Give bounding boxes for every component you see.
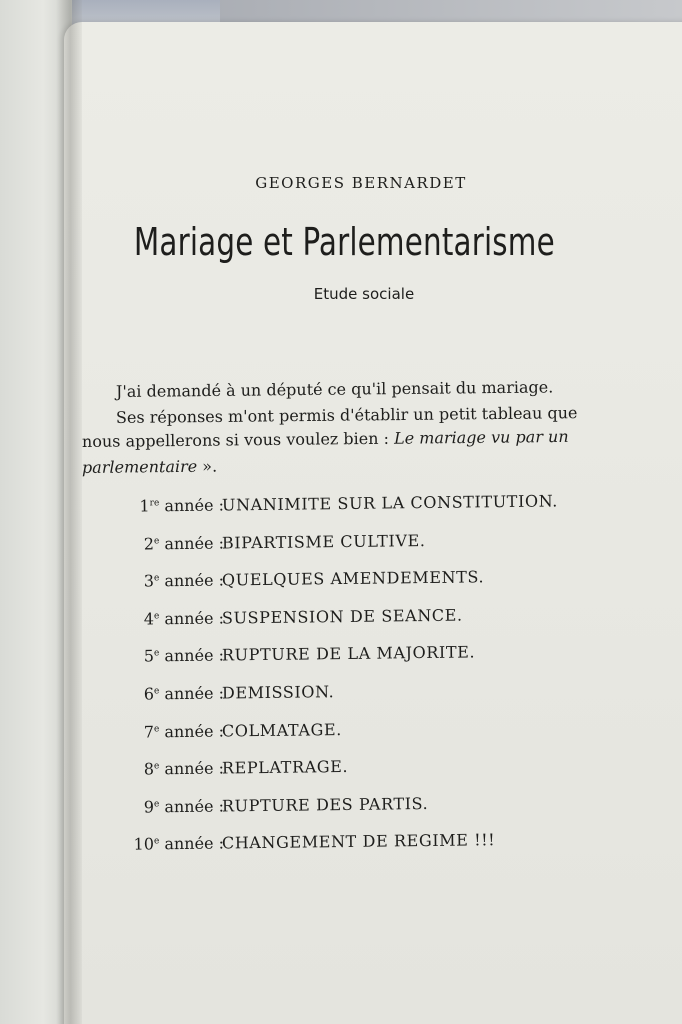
year-number: 1 bbox=[139, 496, 150, 516]
year-label bbox=[144, 608, 224, 628]
year-number: 9 bbox=[143, 797, 155, 817]
year-number: 4 bbox=[143, 609, 155, 629]
year-label bbox=[144, 571, 224, 591]
year-suffix: e bbox=[153, 836, 160, 847]
year-suffix: e bbox=[153, 799, 160, 810]
year-label bbox=[144, 533, 224, 553]
year-number: 6 bbox=[143, 684, 155, 704]
spine-shadow bbox=[56, 0, 82, 1024]
year-suffix: e bbox=[153, 761, 160, 772]
year-suffix: re bbox=[149, 498, 160, 509]
year-word: année : bbox=[159, 570, 225, 591]
year-number: 10 bbox=[133, 834, 155, 854]
year-value: SUSPENSION DE SEANCE. bbox=[221, 605, 463, 628]
year-label bbox=[144, 759, 224, 779]
year-number: 2 bbox=[143, 533, 155, 554]
year-word: année : bbox=[159, 608, 225, 629]
year-label bbox=[144, 796, 224, 816]
year-word: année : bbox=[159, 645, 225, 666]
year-value: CHANGEMENT DE REGIME !!! bbox=[221, 830, 496, 853]
book-page bbox=[64, 22, 682, 1024]
year-number: 7 bbox=[143, 721, 155, 742]
intro-line-4-italic: parlementaire bbox=[81, 456, 198, 477]
year-label bbox=[144, 683, 224, 703]
intro-line-4 bbox=[82, 457, 217, 477]
book-subtitle: Etude sociale bbox=[313, 285, 415, 303]
intro-line-4-end: ». bbox=[197, 456, 218, 476]
year-word: année : bbox=[159, 683, 225, 704]
intro-line-3-plain: nous appellerons si vous voulez bien : bbox=[81, 428, 395, 451]
year-number: 8 bbox=[143, 759, 155, 779]
year-suffix: e bbox=[153, 686, 160, 697]
year-suffix: e bbox=[153, 611, 160, 622]
year-value: QUELQUES AMENDEMENTS. bbox=[221, 567, 485, 590]
year-value: DEMISSION. bbox=[221, 682, 335, 703]
year-word: année : bbox=[159, 796, 225, 817]
author-name: GEORGES BERNARDET bbox=[255, 174, 467, 192]
year-label bbox=[139, 495, 224, 515]
year-suffix: e bbox=[153, 573, 160, 584]
year-label bbox=[144, 721, 224, 741]
year-value: BIPARTISME CULTIVE. bbox=[221, 530, 426, 553]
year-label bbox=[133, 834, 224, 854]
year-value: RUPTURE DES PARTIS. bbox=[221, 793, 429, 816]
year-suffix: e bbox=[153, 648, 160, 659]
year-value: REPLATRAGE. bbox=[221, 757, 349, 778]
year-word: année : bbox=[159, 758, 225, 779]
year-value: COLMATAGE. bbox=[221, 719, 343, 741]
year-number: 5 bbox=[143, 646, 155, 666]
intro-line-2: Ses réponses m'ont permis d'établir un petit tableau que bbox=[115, 403, 578, 427]
year-value: UNANIMITE SUR LA CONSTITUTION. bbox=[221, 491, 559, 515]
year-word: année : bbox=[159, 495, 225, 516]
year-word: année : bbox=[159, 533, 225, 553]
year-word: année : bbox=[159, 721, 225, 741]
intro-line-1: J'ai demandé à un député ce qu'il pensait du mariage. bbox=[115, 377, 554, 401]
year-number: 3 bbox=[143, 571, 155, 591]
year-suffix: e bbox=[153, 535, 160, 546]
book-title: Mariage et Parlementarisme bbox=[133, 220, 555, 264]
year-suffix: e bbox=[153, 723, 160, 734]
intro-line-3-italic: Le mariage vu par un bbox=[393, 426, 569, 448]
year-word: année : bbox=[159, 833, 225, 854]
year-value: RUPTURE DE LA MAJORITE. bbox=[221, 642, 476, 665]
year-label bbox=[144, 646, 224, 666]
